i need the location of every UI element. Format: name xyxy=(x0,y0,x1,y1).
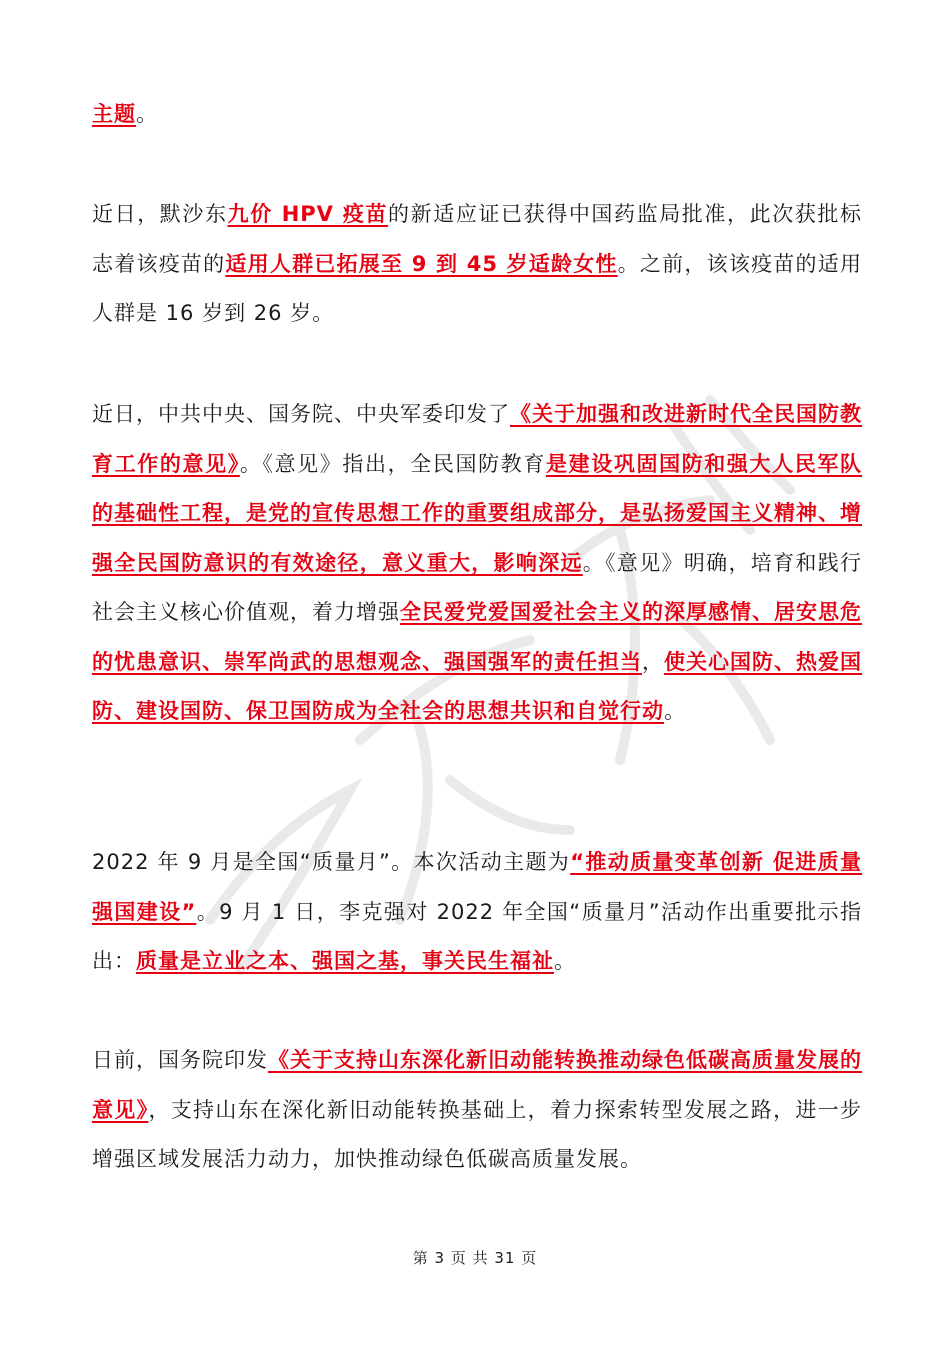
text-segment: ， xyxy=(642,649,664,674)
text-segment: 的新适应证已获得中国药监局批准，此次获批标志着该疫苗的 xyxy=(92,202,863,276)
paragraph-theme-tail xyxy=(92,90,862,140)
page-number-footer: 第 3 页 共 31 页 xyxy=(412,1249,538,1267)
text-segment: 。《意见》明确，培育和践行社会主义核心价值观，着力增强 xyxy=(92,550,863,624)
paragraph-shandong xyxy=(92,1036,862,1185)
highlight-phrase: 是建设巩固国防和强大人民军队的基础性工程，是党的宣传思想工作的重要组成部分，是弘扬爱国主义精神、增强全民国防意识的有效途径，意义重大，影响深远 xyxy=(92,451,863,575)
text-segment: 日前，国务院印发 xyxy=(92,1048,268,1072)
text-segment: ，支持山东在深化新旧动能转换基础上，着力探索转型发展之路，进一步增强区域发展活力动力，加快推动绿色低碳高质量发展。 xyxy=(92,1097,863,1171)
highlight-phrase: 九价 HPV 疫苗 xyxy=(227,202,389,226)
text-segment: 。 xyxy=(136,102,158,126)
text-segment: 近日，中共中央、国务院、中央军委印发了 xyxy=(92,402,510,426)
highlight-phrase: 使关心国防、热爱国防、建设国防、保卫国防成为全社会的思想共识和自觉行动 xyxy=(92,649,862,723)
highlight-phrase: 全民爱党爱国爱社会主义的深厚感情、居安思危的忧患意识、崇军尚武的思想观念、强国强军的责任担当 xyxy=(92,600,862,674)
highlight-phrase: “推动质量变革创新 促进质量强国建设” xyxy=(92,850,862,924)
highlight-phrase: 主题 xyxy=(92,102,136,126)
text-segment: 。之前，该该疫苗的适用人群是 16 岁到 26 岁。 xyxy=(92,251,862,325)
paragraph-quality-month xyxy=(92,838,862,987)
paragraph-hpv-vaccine xyxy=(92,190,862,339)
highlight-phrase: 适用人群已拓展至 9 到 45 岁适龄女性 xyxy=(225,251,618,276)
highlight-phrase: 质量是立业之本、强国之基，事关民生福祉 xyxy=(136,949,554,973)
highlight-phrase: 《关于支持山东深化新旧动能转换推动绿色低碳高质量发展的意见》 xyxy=(92,1048,862,1122)
text-segment: 2022 年 9 月是全国“质量月”。本次活动主题为 xyxy=(92,850,571,874)
text-segment: 。 xyxy=(554,949,576,973)
text-segment: 近日，默沙东 xyxy=(92,202,228,226)
highlight-phrase: 《关于加强和改进新时代全民国防教育工作的意见》 xyxy=(92,402,862,476)
text-segment: 。 xyxy=(664,699,686,723)
text-segment: 。《意见》指出，全民国防教育 xyxy=(239,451,546,476)
text-segment: 。9 月 1 日，李克强对 2022 年全国“质量月”活动作出重要批示指出： xyxy=(92,899,862,973)
paragraph-national-defense-education xyxy=(92,390,862,737)
